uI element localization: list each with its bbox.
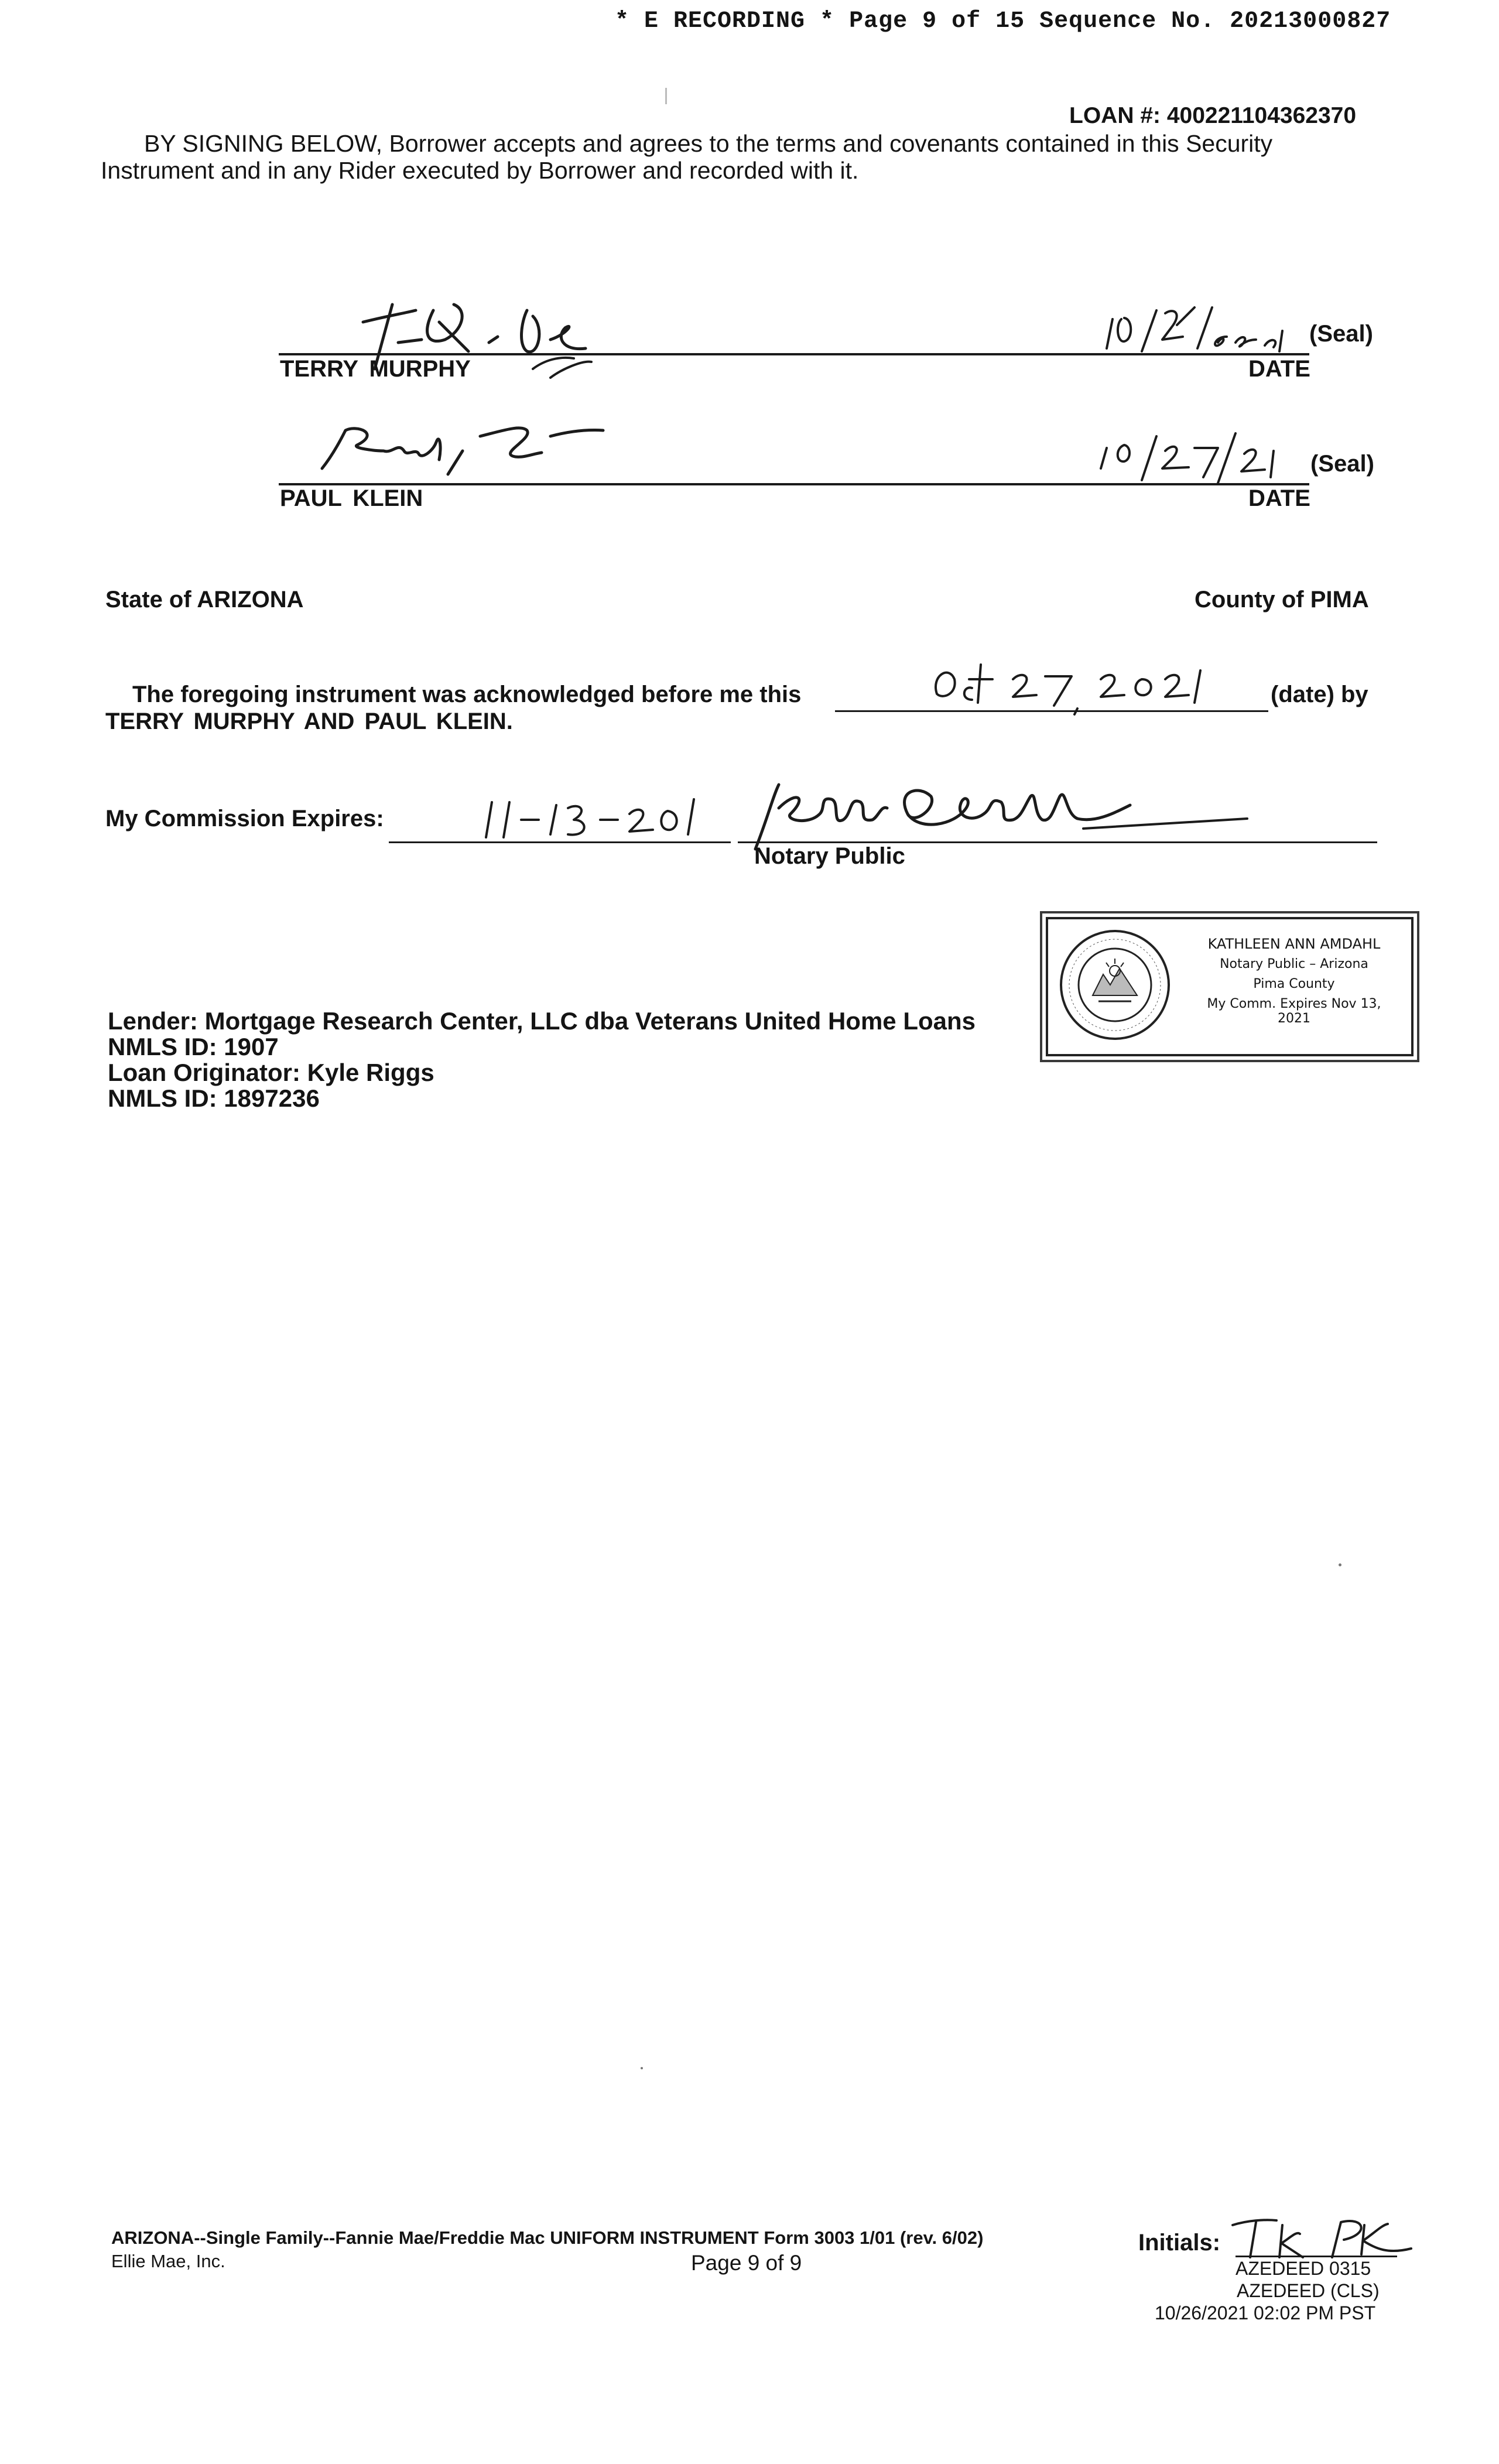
acknowledgment-text: The foregoing instrument was acknowledged before me this bbox=[132, 682, 802, 707]
paul-klein-handwritten-date bbox=[1095, 422, 1306, 492]
notary-stamp bbox=[1046, 917, 1414, 1056]
borrower-1-date-label: DATE bbox=[1248, 356, 1310, 382]
lender-nmls-id: NMLS ID: 1907 bbox=[108, 1033, 279, 1060]
document-timestamp: 10/26/2021 02:02 PM PST bbox=[1155, 2302, 1376, 2323]
paul-klein-signature bbox=[310, 419, 638, 483]
document-code-2: AZEDEED (CLS) bbox=[1237, 2280, 1380, 2301]
commission-expiry-handwritten bbox=[468, 788, 714, 846]
signing-statement-line-1: BY SIGNING BELOW, Borrower accepts and agrees to the terms and covenants contained in this Security bbox=[144, 130, 1273, 157]
loan-number-value: 400221104362370 bbox=[1166, 103, 1357, 128]
recording-header: * E RECORDING * Page 9 of 15 Sequence No. 20213000827 bbox=[615, 8, 1391, 35]
scan-speck bbox=[1339, 1563, 1341, 1566]
county-of-pima: County of PIMA bbox=[1195, 587, 1369, 612]
acknowledgment-date-suffix: (date) by bbox=[1271, 682, 1368, 707]
state-of-arizona: State of ARIZONA bbox=[105, 587, 304, 612]
initials-label: Initials: bbox=[1138, 2230, 1221, 2256]
originator-nmls-id: NMLS ID: 1897236 bbox=[108, 1084, 320, 1112]
arizona-state-seal-icon bbox=[1056, 926, 1173, 1043]
scan-speck bbox=[665, 88, 667, 104]
borrower-1-seal: (Seal) bbox=[1309, 321, 1373, 347]
borrower-1-signature-line bbox=[279, 353, 1309, 355]
signing-statement-line-2: Instrument and in any Rider executed by Borrower and recorded with it. bbox=[101, 157, 859, 184]
lender-line: Lender: Mortgage Research Center, LLC dba Veterans United Home Loans bbox=[108, 1007, 976, 1035]
stamp-county: Pima County bbox=[1253, 977, 1335, 991]
borrower-2-seal: (Seal) bbox=[1310, 451, 1374, 477]
page-number: Page 9 of 9 bbox=[691, 2251, 802, 2275]
initials-line bbox=[1236, 2256, 1397, 2257]
terry-murphy-handwritten-date bbox=[1101, 296, 1300, 366]
borrower-2-name: PAUL KLEIN bbox=[280, 485, 423, 511]
loan-number-label: LOAN #: bbox=[1069, 103, 1161, 128]
loan-originator: Loan Originator: Kyle Riggs bbox=[108, 1059, 434, 1086]
form-vendor: Ellie Mae, Inc. bbox=[111, 2251, 225, 2271]
form-identifier: ARIZONA--Single Family--Fannie Mae/Freddie Mac UNIFORM INSTRUMENT Form 3003 1/01 (rev. 6/02) bbox=[111, 2227, 984, 2248]
loan-number-line bbox=[1069, 103, 1356, 129]
acknowledgment-date-line bbox=[835, 710, 1268, 712]
borrower-initials bbox=[1224, 2208, 1423, 2266]
commission-expires-line bbox=[389, 841, 731, 843]
stamp-notary-name: KATHLEEN ANN AMDAHL bbox=[1207, 936, 1381, 952]
stamp-notary-title: Notary Public – Arizona bbox=[1220, 957, 1368, 971]
scan-speck bbox=[641, 2067, 643, 2069]
borrower-2-date-label: DATE bbox=[1248, 485, 1310, 511]
notary-public-label: Notary Public bbox=[754, 843, 905, 869]
borrower-2-signature-line bbox=[279, 483, 1309, 485]
acknowledgment-handwritten-date bbox=[925, 653, 1230, 717]
stamp-expiration: My Comm. Expires Nov 13, 2021 bbox=[1207, 997, 1381, 1026]
acknowledged-parties: TERRY MURPHY AND PAUL KLEIN. bbox=[105, 709, 513, 734]
commission-expires-label: My Commission Expires: bbox=[105, 806, 384, 831]
borrower-1-name: TERRY MURPHY bbox=[280, 356, 471, 382]
document-code-1: AZEDEED 0315 bbox=[1236, 2258, 1371, 2279]
